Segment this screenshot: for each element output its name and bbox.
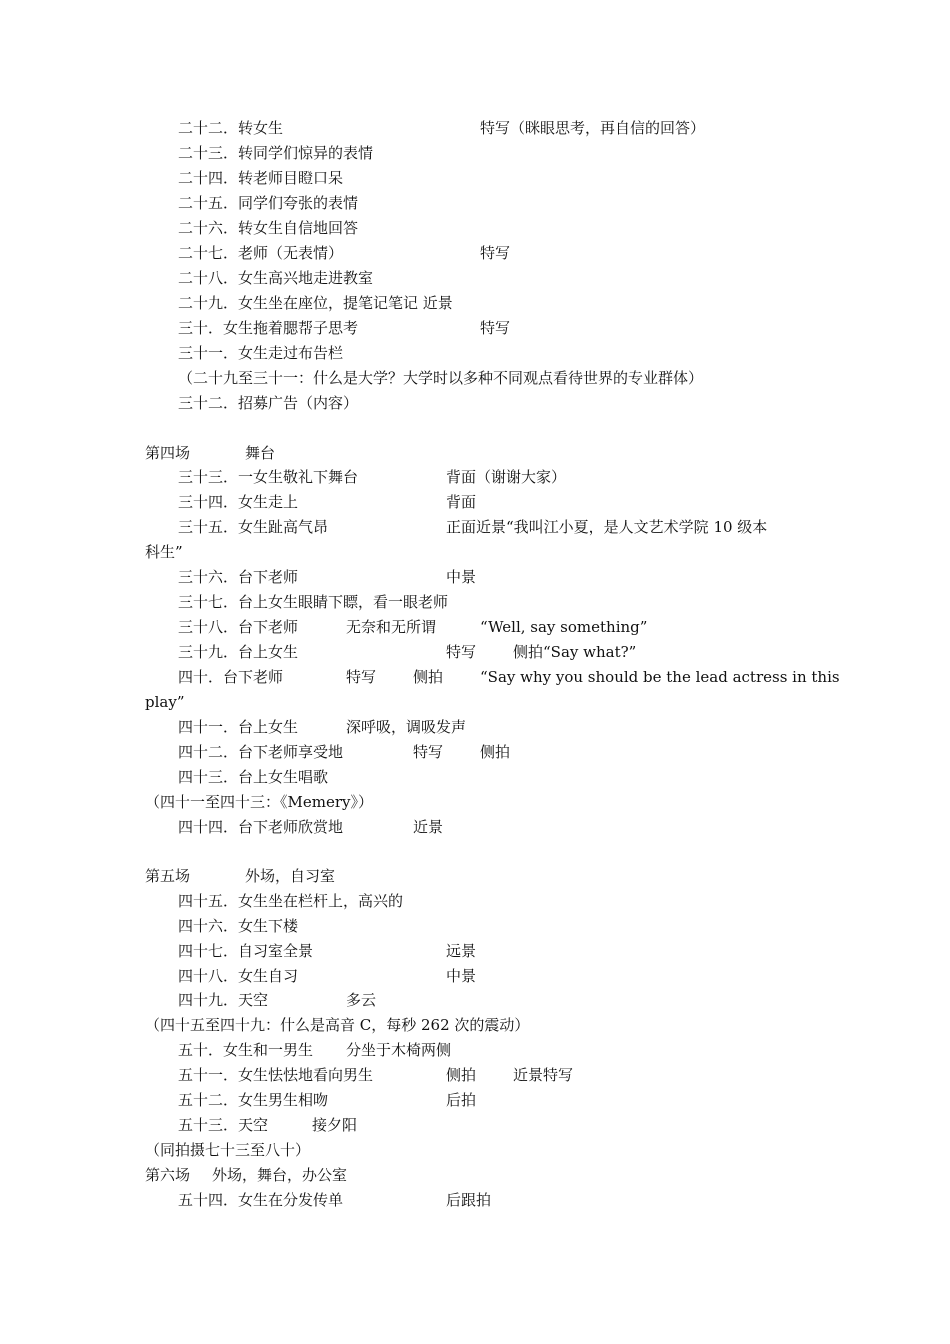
shot-note: 分坐于木椅两侧 — [346, 1041, 452, 1059]
narration-text: （四十五至四十九：什么是高音 C，每秒 262 次的震动） — [145, 1016, 530, 1034]
shot-note: 多云 — [346, 991, 377, 1009]
shot-angle: 侧拍 — [480, 743, 511, 761]
shot-dialogue: play” — [145, 693, 185, 711]
shot-angle: 侧拍 — [413, 668, 444, 686]
shot-description: 三十五．女生趾高气昂 — [178, 518, 329, 536]
shot-description: 三十九．台上女生 — [178, 643, 299, 661]
shot-description: 科生” — [145, 543, 183, 561]
shot-description: 四十九．天空 — [178, 991, 269, 1009]
scene-location: 舞台 — [245, 444, 276, 462]
shot-note: 侧拍 — [446, 1066, 477, 1084]
shot-description: 三十四．女生走上 — [178, 493, 299, 511]
shot-description: 三十一．女生走过布告栏 — [178, 344, 344, 362]
shot-description: 二十八．女生高兴地走进教室 — [178, 269, 374, 287]
shot-description: 二十四．转老师目瞪口呆 — [178, 169, 344, 187]
scene-location: 外场，自习室 — [245, 867, 336, 885]
shot-description: 四十二．台下老师享受地 — [178, 743, 344, 761]
shot-note: 中景 — [446, 967, 477, 985]
shot-note: 特写 — [346, 668, 377, 686]
shot-description: 三十三．一女生敬礼下舞台 — [178, 468, 359, 486]
shot-description: 五十一．女生怯怯地看向男生 — [178, 1066, 374, 1084]
shot-description: 五十．女生和一男生 — [178, 1041, 314, 1059]
shot-description: 三十八．台下老师 — [178, 618, 299, 636]
narration-text: （四十一至四十三：《Memery》） — [145, 793, 373, 811]
shot-description: 三十六．台下老师 — [178, 568, 299, 586]
shot-dialogue: “Well, say something” — [480, 618, 648, 636]
shot-note: 近景 — [413, 818, 444, 836]
shot-note: 接夕阳 — [312, 1116, 358, 1134]
scene-number: 第五场 — [145, 867, 191, 885]
shot-description: 四十六．女生下楼 — [178, 917, 299, 935]
shot-description: 四十五．女生坐在栏杆上，高兴的 — [178, 892, 404, 910]
shot-note: 远景 — [446, 942, 477, 960]
shot-note: 背面 — [446, 493, 477, 511]
shot-description: 二十七．老师（无表情） — [178, 244, 344, 262]
shot-note: 深呼吸，调吸发声 — [346, 718, 467, 736]
shot-description: 五十二．女生男生相吻 — [178, 1091, 329, 1109]
shot-note: 中景 — [446, 568, 477, 586]
shot-note: 特写 — [480, 319, 511, 337]
shot-description: 五十四．女生在分发传单 — [178, 1191, 344, 1209]
shot-note: 特写 — [446, 643, 477, 661]
scene-location: 外场，舞台，办公室 — [212, 1166, 348, 1184]
shot-description: 二十二．转女生 — [178, 119, 284, 137]
shot-description: 三十二．招募广告（内容） — [178, 394, 359, 412]
shot-description: 三十七．台上女生眼睛下瞟，看一眼老师 — [178, 593, 449, 611]
shot-note: 特写 — [480, 244, 511, 262]
shot-description: 二十三．转同学们惊异的表情 — [178, 144, 374, 162]
shot-description: 二十六．转女生自信地回答 — [178, 219, 359, 237]
shot-description: 四十三．台上女生唱歌 — [178, 768, 329, 786]
shot-description: 二十五．同学们夸张的表情 — [178, 194, 359, 212]
shot-note: 特写 — [413, 743, 444, 761]
shot-description: 五十三．天空 — [178, 1116, 269, 1134]
shot-dialogue: “Say why you should be the lead actress in this — [480, 668, 840, 686]
shot-note: 背面（谢谢大家） — [446, 468, 567, 486]
shot-angle: 近景特写 — [513, 1066, 574, 1084]
shot-description: 二十九．女生坐在座位，提笔记笔记 近景 — [178, 294, 453, 312]
shot-description: 四十一．台上女生 — [178, 718, 299, 736]
shot-description: 四十八．女生自习 — [178, 967, 299, 985]
narration-text: （二十九至三十一：什么是大学？大学时以多种不同观点看待世界的专业群体） — [178, 369, 704, 387]
shot-description: 四十四．台下老师欣赏地 — [178, 818, 344, 836]
scene-number: 第四场 — [145, 444, 191, 462]
shot-note: 正面近景“我叫江小夏，是人文艺术学院 10 级本 — [446, 518, 768, 536]
shot-description: 四十七．自习室全景 — [178, 942, 314, 960]
shot-description: 三十．女生拖着腮帮子思考 — [178, 319, 359, 337]
shot-description: 四十．台下老师 — [178, 668, 284, 686]
shot-note: 后跟拍 — [446, 1191, 492, 1209]
shot-dialogue: 侧拍“Say what?” — [513, 643, 637, 661]
shot-note: 无奈和无所谓 — [346, 618, 437, 636]
shot-note: 后拍 — [446, 1091, 477, 1109]
shot-note: 特写（眯眼思考，再自信的回答） — [480, 119, 706, 137]
scene-number: 第六场 — [145, 1166, 191, 1184]
narration-text: （同拍摄七十三至八十） — [145, 1141, 311, 1159]
